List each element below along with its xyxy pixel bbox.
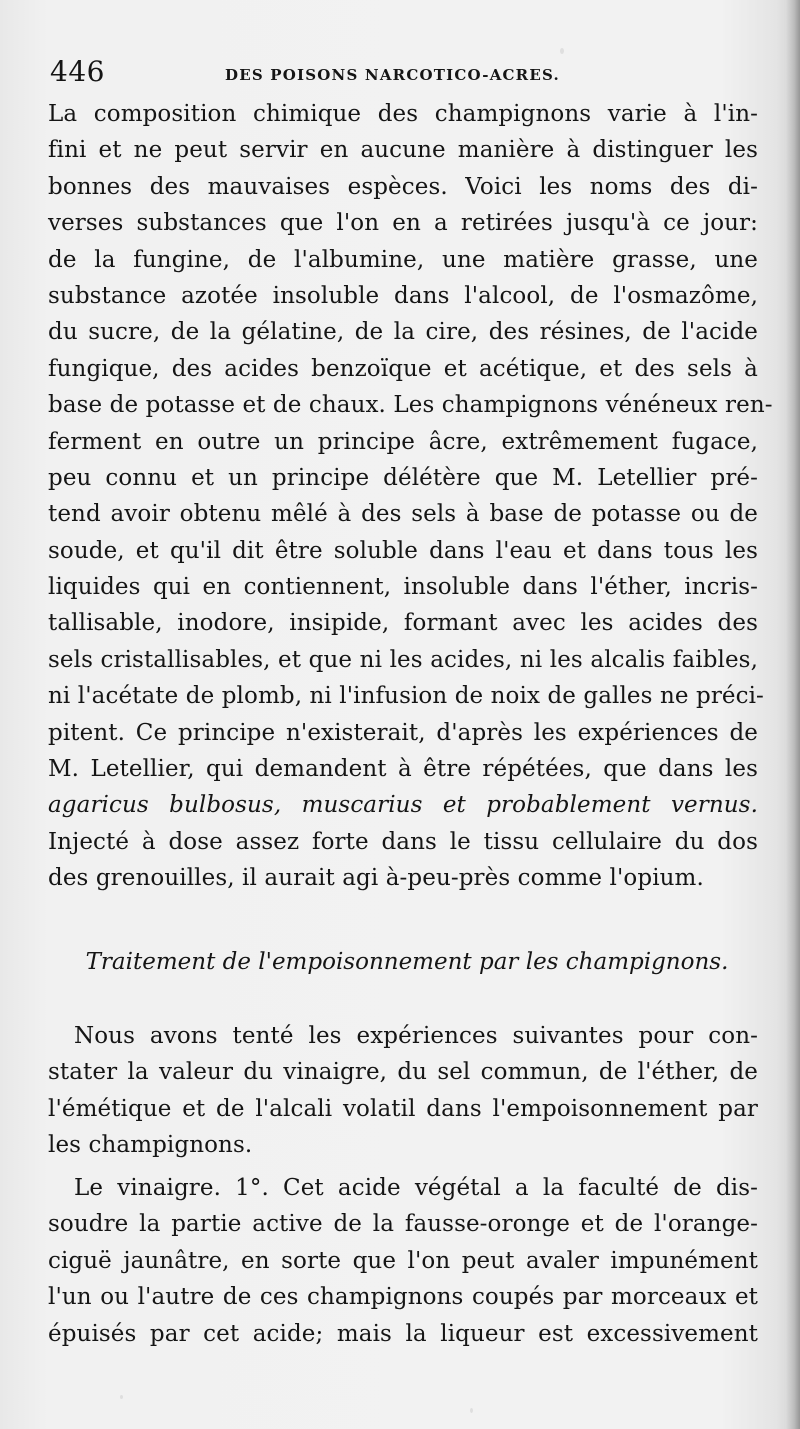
text-line: ni l'acétate de plomb, ni l'infusion de noix de galles ne préci- <box>48 683 764 710</box>
text-line: du sucre, de la gélatine, de la cire, des résines, de l'acide <box>48 319 758 346</box>
text-line: verses substances que l'on en a retirées jusqu'à ce jour: <box>48 210 758 237</box>
text-line: Injecté à dose assez forte dans le tissu cellulaire du dos <box>48 828 758 855</box>
text-line: soudre la partie active de la fausse-oronge et de l'orange- <box>48 1211 758 1238</box>
text-line: M. Letellier, qui demandent à être répétées, que dans les <box>48 756 758 783</box>
text-line: La composition chimique des champignons varie à l'in- <box>48 101 758 127</box>
text-line: ferment en outre un principe âcre, extrêmement fugace, <box>48 428 758 455</box>
paragraph-experiments <box>48 1018 758 1164</box>
text-line: bonnes des mauvaises espèces. Voici les noms des di- <box>48 173 758 200</box>
text-line: de la fungine, de l'albumine, une matière grasse, une <box>48 246 758 273</box>
paragraph-vinegar <box>48 1170 758 1352</box>
ink-speck <box>560 48 564 54</box>
text-line: des grenouilles, il aurait agi à-peu-près comme l'opium. <box>48 865 704 892</box>
text-line: les champignons. <box>48 1132 253 1159</box>
text-line: épuisés par cet acide; mais la liqueur est excessivement <box>48 1320 758 1347</box>
text-line: Le vinaigre. 1°. Cet acide végétal a la faculté de dis- <box>74 1175 758 1201</box>
page-header <box>50 54 750 94</box>
text-line: ciguë jaunâtre, en sorte que l'on peut avaler impunément <box>48 1247 758 1274</box>
text-line: fini et ne peut servir en aucune manière à distinguer les <box>48 137 758 164</box>
running-head: DES POISONS NARCOTICO-ACRES. <box>225 66 560 84</box>
text-line: soude, et qu'il dit être soluble dans l'eau et dans tous les <box>48 537 758 564</box>
text-line: pitent. Ce principe n'existerait, d'après les expériences de <box>48 719 758 746</box>
text-line: fungique, des acides benzoïque et acétique, et des sels à <box>48 355 758 382</box>
section-heading: Traitement de l'empoisonnement par les champignons. <box>85 949 729 975</box>
text-line: tallisable, inodore, insipide, formant avec les acides des <box>48 610 758 637</box>
text-line: stater la valeur du vinaigre, du sel commun, de l'éther, de <box>48 1059 758 1086</box>
text-line: substance azotée insoluble dans l'alcool, de l'osmazôme, <box>48 282 758 309</box>
text-line: tend avoir obtenu mêlé à des sels à base de potasse ou de <box>48 501 758 528</box>
text-line: liquides qui en contiennent, insoluble dans l'éther, incris- <box>48 574 758 601</box>
text-line: sels cristallisables, et que ni les acides, ni les alcalis faibles, <box>48 646 758 673</box>
page-number: 446 <box>50 55 105 88</box>
text-line: peu connu et un principe délétère que M. Letellier pré- <box>48 464 758 491</box>
paragraph-composition <box>48 96 773 897</box>
text-line: l'émétique et de l'alcali volatil dans l'empoisonnement par <box>48 1095 758 1122</box>
text-line-species: agaricus bulbosus, muscarius et probablement vernus. <box>48 792 758 819</box>
text-line: base de potasse et de chaux. Les champignons vénéneux ren- <box>48 392 773 419</box>
ink-speck <box>470 1408 473 1413</box>
text-line: l'un ou l'autre de ces champignons coupés par morceaux et <box>48 1284 758 1311</box>
ink-speck <box>120 1395 123 1399</box>
page-edge-shadow <box>786 0 800 1429</box>
text-line: Nous avons tenté les expériences suivantes pour con- <box>74 1023 758 1049</box>
